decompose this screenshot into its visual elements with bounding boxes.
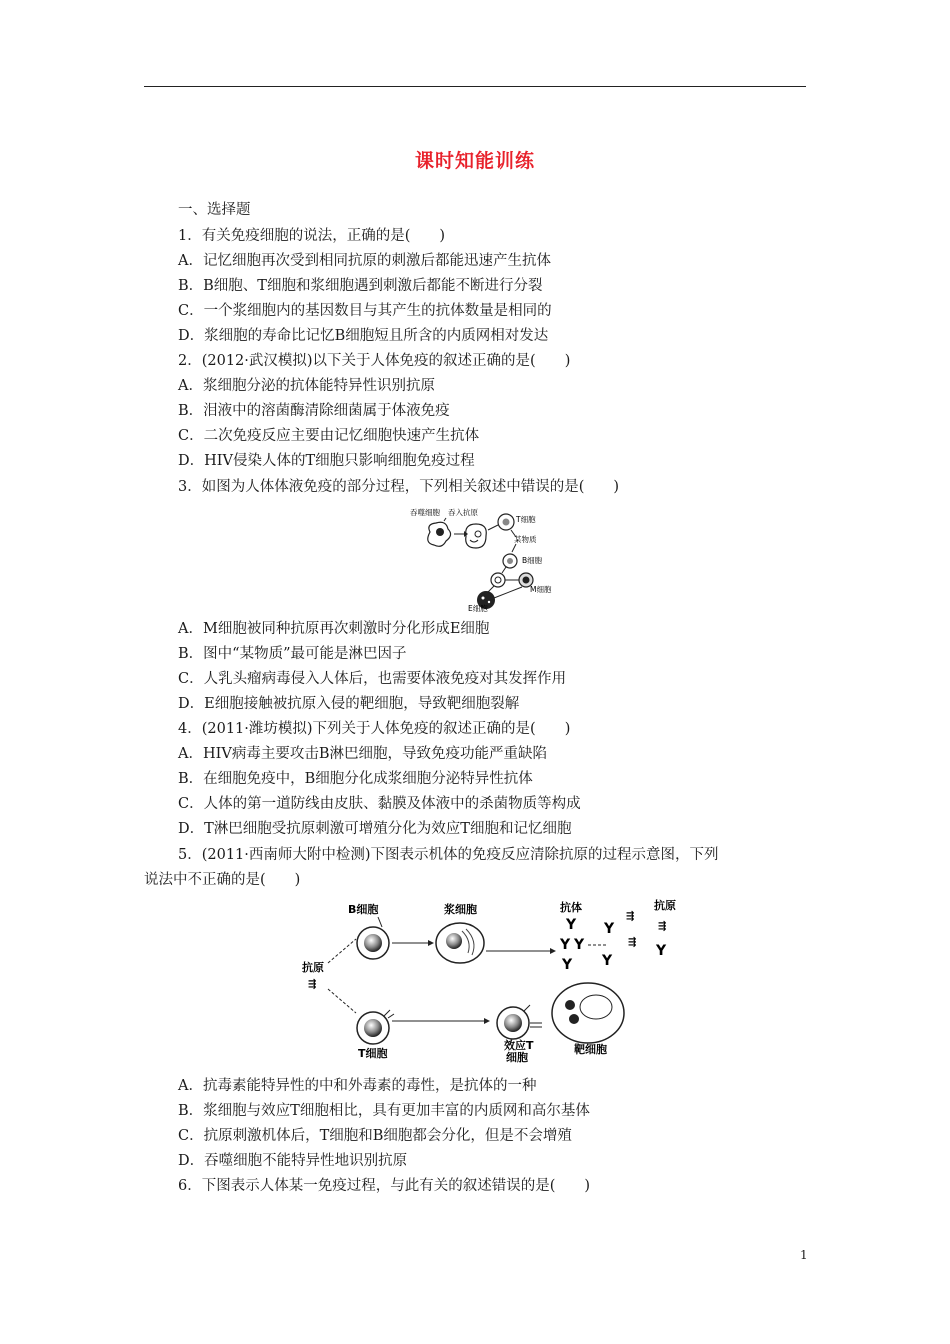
q1-option-c: C．一个浆细胞内的基因数目与其产生的抗体数量是相同的 (178, 303, 552, 319)
arrow-head (550, 948, 556, 954)
target-nucleus (580, 995, 612, 1019)
b-cell-nucleus (507, 558, 513, 564)
page-title: 课时知能训练 (414, 150, 535, 172)
t-cell-nucleus (503, 519, 510, 526)
q2-option-b: B．泪液中的溶菌酶清除细菌属于体液免疫 (178, 403, 450, 419)
q1-option-a: A．记忆细胞再次受到相同抗原的刺激后都能迅速产生抗体 (178, 253, 551, 269)
section-heading: 一、选择题 (178, 202, 251, 218)
virus-particle (569, 1014, 579, 1024)
antibody-glyph: Y (602, 953, 613, 969)
q2-option-c: C．二次免疫反应主要由记忆细胞快速产生抗体 (178, 428, 480, 444)
q3-option-c: C．人乳头瘤病毒侵入人体后，也需要体液免疫对其发挥作用 (178, 671, 567, 687)
q5-figure (298, 893, 693, 1063)
q5-label-plasma-cell: 浆细胞 (444, 903, 477, 916)
q5-label-antigen-left: 抗原 (302, 961, 324, 974)
effector-t-nucleus (504, 1014, 522, 1032)
arrow-5 (502, 567, 506, 573)
q5-label-effector-t-2: 细胞 (506, 1051, 528, 1063)
antibody-antigen-complex: Y (656, 943, 667, 959)
q2-option-a: A．浆细胞分泌的抗体能特异性识别抗原 (178, 378, 435, 394)
q3-label-phagocyte: 吞噬细胞 (410, 508, 440, 517)
antigen-glyph: ⇶ (626, 911, 635, 922)
middle-cell-nucleus (495, 577, 501, 583)
q5-option-d: D．吞噬细胞不能特异性地识别抗原 (178, 1153, 408, 1169)
apc-membrane (470, 540, 478, 542)
q4-option-d: D．T淋巴细胞受抗原刺激可增殖分化为效应T细胞和记忆细胞 (178, 821, 572, 837)
antibody-glyph: Y (562, 957, 573, 973)
arrow-to-b (328, 939, 356, 963)
t-cell-receptor (384, 1010, 394, 1018)
phagocyte-nucleus (436, 528, 444, 536)
q5-stem-line2: 说法中不正确的是( ) (144, 872, 301, 888)
apc-vesicle (475, 531, 481, 537)
antigen-glyph: ⇶ (308, 979, 317, 990)
antibody-glyph: Y (574, 937, 585, 953)
q2-stem: 2．(2012·武汉模拟)以下关于人体免疫的叙述正确的是( ) (178, 353, 571, 369)
q2-option-d: D．HIV侵染人体的T细胞只影响细胞免疫过程 (178, 453, 475, 469)
pointer-line (444, 518, 446, 521)
q4-option-a: A．HIV病毒主要攻击B淋巴细胞，导致免疫功能严重缺陷 (178, 746, 547, 762)
header-rule (144, 86, 806, 87)
b-cell-nucleus (364, 934, 382, 952)
q3-option-d: D．E细胞接触被抗原入侵的靶细胞，导致靶细胞裂解 (178, 696, 520, 712)
q3-option-a: A．M细胞被同种抗原再次刺激时分化形成E细胞 (178, 621, 490, 637)
plasma-nucleus (446, 933, 462, 949)
q4-option-c: C．人体的第一道防线由皮肤、黏膜及体液中的杀菌物质等构成 (178, 796, 581, 812)
e-cell-granule (482, 597, 485, 600)
antigen-glyph: ⇶ (628, 937, 637, 948)
q1-option-d: D．浆细胞的寿命比记忆B细胞短且所含的内质网相对发达 (178, 328, 549, 344)
q1-option-b: B．B细胞、T细胞和浆细胞遇到刺激后都能不断进行分裂 (178, 278, 543, 294)
arrow-head (484, 1018, 490, 1024)
q5-stem-line1: 5．(2011·西南师大附中检测)下图表示机体的免疫反应清除抗原的过程示意图，下列 (178, 847, 719, 863)
q3-label-antigen: 吞入抗原 (448, 508, 478, 517)
arrow-4 (512, 544, 516, 552)
antibody-glyph: Y (566, 917, 577, 933)
q5-option-c: C．抗原刺激机体后，T细胞和B细胞都会分化，但是不会增殖 (178, 1128, 572, 1144)
m-cell-nucleus (523, 577, 530, 584)
q1-stem: 1．有关免疫细胞的说法，正确的是( ) (178, 228, 446, 244)
antigen-glyph: ⇶ (658, 921, 667, 932)
pointer (378, 917, 382, 927)
q5-label-t-cell: T细胞 (358, 1047, 388, 1060)
antibody-glyph: Y (560, 937, 571, 953)
arrow-to-t (328, 989, 356, 1013)
q3-stem: 3．如图为人体体液免疫的部分过程，下列相关叙述中错误的是( ) (178, 479, 620, 495)
q5-option-a: A．抗毒素能特异性的中和外毒素的毒性，是抗体的一种 (178, 1078, 537, 1094)
q5-label-effector-t-1: 效应T (504, 1039, 534, 1052)
q3-label-m-cell: M细胞 (530, 585, 552, 594)
antibody-glyph: Y (604, 921, 615, 937)
e-cell-granule (488, 601, 490, 603)
q3-label-b-cell: B细胞 (522, 556, 543, 565)
q3-option-b: B．图中“某物质”最可能是淋巴因子 (178, 646, 407, 662)
t-cell-nucleus (364, 1019, 382, 1037)
q3-label-t-cell: T细胞 (516, 515, 536, 524)
q5-label-antibody: 抗体 (560, 901, 582, 914)
q4-stem: 4．(2011·潍坊模拟)下列关于人体免疫的叙述正确的是( ) (178, 721, 571, 737)
q3-label-substance: 某物质 (514, 535, 537, 544)
arrow-2 (488, 525, 498, 530)
q3-label-e-cell: E细胞 (468, 604, 488, 612)
q6-stem: 6．下图表示人体某一免疫过程，与此有关的叙述错误的是( ) (178, 1178, 591, 1194)
arrow-8 (494, 587, 522, 598)
q4-option-b: B．在细胞免疫中，B细胞分化成浆细胞分泌特异性抗体 (178, 771, 533, 787)
virus-particle (565, 1000, 575, 1010)
q3-figure (408, 504, 578, 612)
page-number: 1 (800, 1248, 808, 1262)
q5-label-antigen-right: 抗原 (654, 899, 676, 912)
arrow-head (428, 940, 434, 946)
q5-label-b-cell: B细胞 (348, 903, 379, 916)
q5-option-b: B．浆细胞与效应T细胞相比，具有更加丰富的内质网和高尔基体 (178, 1103, 590, 1119)
q5-label-target-cell: 靶细胞 (574, 1043, 607, 1056)
middle-cell (491, 573, 505, 587)
